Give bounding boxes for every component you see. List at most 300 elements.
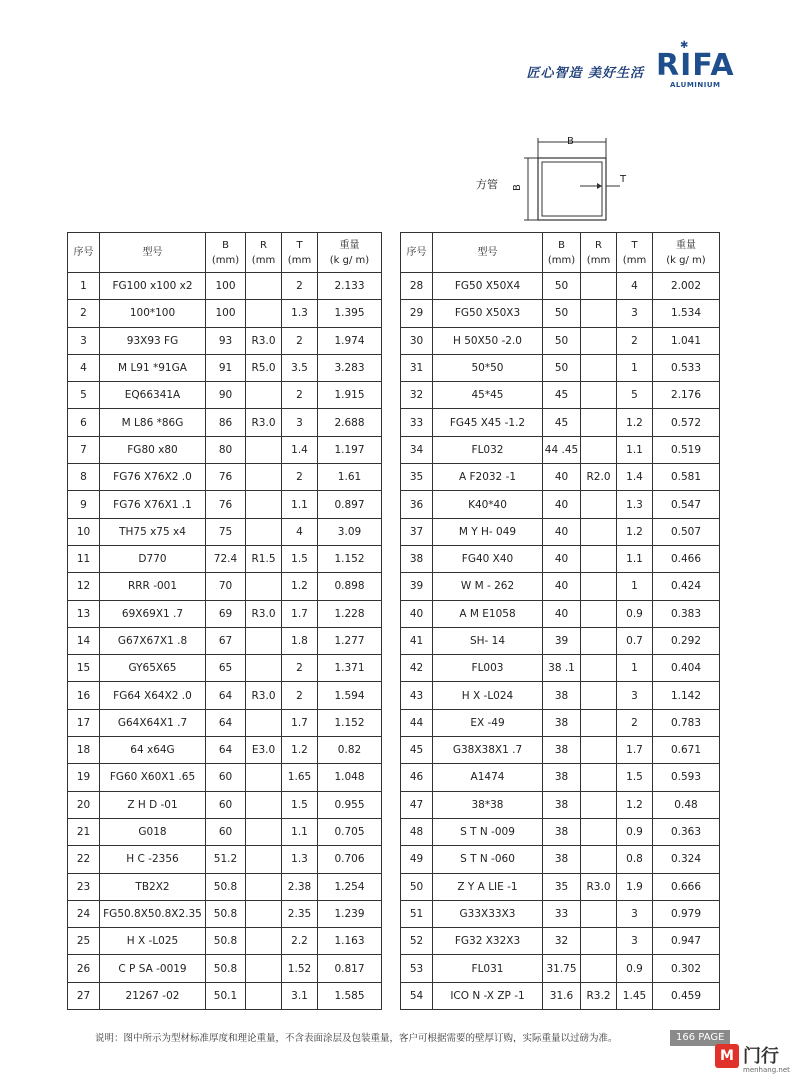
- cell-r: R1.5: [246, 545, 282, 572]
- table-row: [401, 382, 720, 409]
- cell-model: EQ66341A: [100, 382, 206, 409]
- cell-r: E3.0: [246, 737, 282, 764]
- cell-t: 1.8: [282, 627, 318, 654]
- cell-weight: 0.547: [653, 491, 720, 518]
- cell-model: FL032: [433, 436, 543, 463]
- table-row: [401, 464, 720, 491]
- cell-weight: 2.688: [318, 409, 382, 436]
- cell-seq: 14: [68, 627, 100, 654]
- cell-weight: 1.371: [318, 655, 382, 682]
- cell-b: 40: [543, 464, 581, 491]
- cell-model: 93X93 FG: [100, 327, 206, 354]
- table-row: [68, 573, 382, 600]
- table-row: [401, 300, 720, 327]
- cell-model: SH- 14: [433, 627, 543, 654]
- cell-t: 1.1: [617, 545, 653, 572]
- cell-model: FG50 X50X4: [433, 273, 543, 300]
- table-row: [68, 518, 382, 545]
- cell-r: [246, 982, 282, 1009]
- cell-weight: 0.383: [653, 600, 720, 627]
- cell-b: 38: [543, 846, 581, 873]
- cell-r: [581, 791, 617, 818]
- cell-r: [581, 900, 617, 927]
- cell-b: 76: [206, 464, 246, 491]
- cell-model: 21267 -02: [100, 982, 206, 1009]
- cell-seq: 36: [401, 491, 433, 518]
- cell-model: M L91 *91GA: [100, 354, 206, 381]
- cell-t: 1.2: [282, 573, 318, 600]
- col-seq: 序号: [68, 233, 100, 273]
- cell-weight: 0.459: [653, 982, 720, 1009]
- table-row: [68, 545, 382, 572]
- table-row: [68, 900, 382, 927]
- cell-r: [581, 655, 617, 682]
- cell-weight: 0.324: [653, 846, 720, 873]
- cell-r: [246, 873, 282, 900]
- cell-model: FL003: [433, 655, 543, 682]
- cell-seq: 7: [68, 436, 100, 463]
- cell-b: 60: [206, 764, 246, 791]
- cell-b: 50: [543, 273, 581, 300]
- cell-seq: 29: [401, 300, 433, 327]
- table-row: [401, 436, 720, 463]
- cell-seq: 8: [68, 464, 100, 491]
- rifa-logo: [656, 40, 736, 92]
- cell-t: 1: [617, 354, 653, 381]
- cell-r: [581, 846, 617, 873]
- site-watermark: [715, 1042, 795, 1076]
- cell-seq: 45: [401, 737, 433, 764]
- cell-model: S T N -060: [433, 846, 543, 873]
- cell-r: [581, 682, 617, 709]
- cell-model: EX -49: [433, 709, 543, 736]
- cell-r: [246, 955, 282, 982]
- col-model: 型号: [100, 233, 206, 273]
- cell-model: FL031: [433, 955, 543, 982]
- table-row: [68, 491, 382, 518]
- table-row: [401, 491, 720, 518]
- table-row: [68, 709, 382, 736]
- cell-weight: 1.048: [318, 764, 382, 791]
- brand-header: [526, 40, 736, 94]
- cell-t: 1.4: [617, 464, 653, 491]
- cell-weight: 0.466: [653, 545, 720, 572]
- cell-t: 1.5: [617, 764, 653, 791]
- cell-b: 35: [543, 873, 581, 900]
- cell-weight: 0.572: [653, 409, 720, 436]
- table-row: [401, 682, 720, 709]
- cell-weight: 1.61: [318, 464, 382, 491]
- col-b: B (mm): [543, 233, 581, 273]
- col-model: 型号: [433, 233, 543, 273]
- cell-r: [246, 491, 282, 518]
- cell-weight: 0.519: [653, 436, 720, 463]
- cell-b: 50.8: [206, 900, 246, 927]
- cell-model: W M - 262: [433, 573, 543, 600]
- col-seq: 序号: [401, 233, 433, 273]
- cell-t: 3: [617, 682, 653, 709]
- col-t: T (mm: [282, 233, 318, 273]
- cell-t: 3: [617, 928, 653, 955]
- cell-t: 1.1: [282, 491, 318, 518]
- cell-r: [246, 764, 282, 791]
- cell-b: 50: [543, 327, 581, 354]
- cell-seq: 43: [401, 682, 433, 709]
- cell-seq: 24: [68, 900, 100, 927]
- logo-star-icon: ✱: [680, 40, 689, 51]
- cell-model: 100*100: [100, 300, 206, 327]
- cell-b: 31.75: [543, 955, 581, 982]
- cell-t: 0.8: [617, 846, 653, 873]
- cell-r: [581, 409, 617, 436]
- cell-b: 60: [206, 791, 246, 818]
- cell-weight: 1.395: [318, 300, 382, 327]
- table-row: [401, 818, 720, 845]
- col-r: R (mm: [581, 233, 617, 273]
- cell-model: TH75 x75 x4: [100, 518, 206, 545]
- table-row: [68, 600, 382, 627]
- cell-b: 40: [543, 600, 581, 627]
- table-row: [401, 627, 720, 654]
- cell-r: [246, 818, 282, 845]
- cell-b: 33: [543, 900, 581, 927]
- cell-weight: 0.666: [653, 873, 720, 900]
- cell-model: TB2X2: [100, 873, 206, 900]
- cell-t: 2.2: [282, 928, 318, 955]
- cell-model: G64X64X1 .7: [100, 709, 206, 736]
- cell-b: 64: [206, 737, 246, 764]
- cell-model: S T N -009: [433, 818, 543, 845]
- cell-seq: 27: [68, 982, 100, 1009]
- spec-table-right: [400, 232, 720, 1010]
- menhang-logo-icon: M: [715, 1044, 739, 1068]
- cell-r: R3.0: [246, 327, 282, 354]
- cell-t: 4: [617, 273, 653, 300]
- cell-weight: 0.533: [653, 354, 720, 381]
- cell-r: [581, 518, 617, 545]
- cell-t: 2: [282, 682, 318, 709]
- cell-t: 2: [282, 382, 318, 409]
- cell-t: 3.1: [282, 982, 318, 1009]
- cell-seq: 28: [401, 273, 433, 300]
- cell-seq: 25: [68, 928, 100, 955]
- cell-seq: 49: [401, 846, 433, 873]
- table-row: [68, 327, 382, 354]
- cell-r: R3.0: [246, 682, 282, 709]
- cell-t: 1.3: [617, 491, 653, 518]
- table-header-row: [68, 233, 382, 273]
- cell-r: [581, 354, 617, 381]
- cell-r: [246, 928, 282, 955]
- cell-weight: 0.404: [653, 655, 720, 682]
- table-row: [401, 955, 720, 982]
- cell-b: 93: [206, 327, 246, 354]
- cell-seq: 33: [401, 409, 433, 436]
- cell-r: [581, 573, 617, 600]
- table-row: [68, 409, 382, 436]
- cell-seq: 44: [401, 709, 433, 736]
- cell-b: 40: [543, 545, 581, 572]
- cell-b: 50: [543, 354, 581, 381]
- cell-r: [581, 436, 617, 463]
- cell-model: H 50X50 -2.0: [433, 327, 543, 354]
- cell-t: 5: [617, 382, 653, 409]
- cell-weight: 1.594: [318, 682, 382, 709]
- cell-r: [581, 600, 617, 627]
- cell-seq: 16: [68, 682, 100, 709]
- cell-r: [581, 300, 617, 327]
- cell-r: [246, 709, 282, 736]
- cell-model: G38X38X1 .7: [433, 737, 543, 764]
- cell-b: 72.4: [206, 545, 246, 572]
- diagram-label: 方管: [476, 178, 498, 191]
- cell-b: 50.8: [206, 873, 246, 900]
- cell-t: 1.7: [282, 600, 318, 627]
- table-row: [68, 791, 382, 818]
- cell-b: 38: [543, 818, 581, 845]
- col-t: T (mm: [617, 233, 653, 273]
- cell-model: A F2032 -1: [433, 464, 543, 491]
- cell-t: 1.7: [282, 709, 318, 736]
- cell-b: 90: [206, 382, 246, 409]
- cell-r: [246, 382, 282, 409]
- cell-model: C P SA -0019: [100, 955, 206, 982]
- cell-weight: 1.974: [318, 327, 382, 354]
- cell-b: 40: [543, 518, 581, 545]
- cell-seq: 48: [401, 818, 433, 845]
- cell-r: [246, 627, 282, 654]
- cell-weight: 0.898: [318, 573, 382, 600]
- cell-b: 76: [206, 491, 246, 518]
- cell-t: 0.7: [617, 627, 653, 654]
- table-row: [401, 764, 720, 791]
- col-b: B (mm): [206, 233, 246, 273]
- cell-b: 38: [543, 682, 581, 709]
- cell-model: ICO N -X ZP -1: [433, 982, 543, 1009]
- cell-r: R3.0: [246, 600, 282, 627]
- table-row: [401, 273, 720, 300]
- table-row: [401, 791, 720, 818]
- cell-t: 1.2: [282, 737, 318, 764]
- cell-seq: 32: [401, 382, 433, 409]
- cell-seq: 17: [68, 709, 100, 736]
- cell-weight: 1.041: [653, 327, 720, 354]
- cell-t: 1: [617, 655, 653, 682]
- cell-t: 1.2: [617, 791, 653, 818]
- cell-model: FG64 X64X2 .0: [100, 682, 206, 709]
- cell-t: 2: [617, 709, 653, 736]
- cell-t: 4: [282, 518, 318, 545]
- cell-weight: 1.239: [318, 900, 382, 927]
- cell-t: 1.3: [282, 846, 318, 873]
- cell-seq: 20: [68, 791, 100, 818]
- table-row: [401, 327, 720, 354]
- cell-r: [581, 709, 617, 736]
- cell-weight: 0.424: [653, 573, 720, 600]
- cell-seq: 12: [68, 573, 100, 600]
- cell-weight: 0.671: [653, 737, 720, 764]
- table-row: [401, 354, 720, 381]
- cell-r: [581, 928, 617, 955]
- cell-weight: 1.915: [318, 382, 382, 409]
- cell-seq: 34: [401, 436, 433, 463]
- table-row: [68, 436, 382, 463]
- cell-b: 60: [206, 818, 246, 845]
- cell-seq: 4: [68, 354, 100, 381]
- cell-seq: 53: [401, 955, 433, 982]
- cell-b: 100: [206, 300, 246, 327]
- cell-seq: 52: [401, 928, 433, 955]
- footnote: 说明：图中所示为型材标准厚度和理论重量，不含表面涂层及包装重量，客户可根据需要的壁厚订购，实际重量以过磅为准。: [95, 1033, 618, 1044]
- cell-weight: 0.817: [318, 955, 382, 982]
- cell-model: A1474: [433, 764, 543, 791]
- cell-model: 64 x64G: [100, 737, 206, 764]
- cell-seq: 42: [401, 655, 433, 682]
- cell-weight: 1.152: [318, 545, 382, 572]
- table-row: [68, 737, 382, 764]
- cell-seq: 3: [68, 327, 100, 354]
- brand-slogan: 匠心智造 美好生活: [526, 65, 644, 81]
- cell-r: [246, 655, 282, 682]
- table-row: [401, 846, 720, 873]
- cell-t: 1.2: [617, 409, 653, 436]
- cell-weight: 3.09: [318, 518, 382, 545]
- cell-weight: 1.197: [318, 436, 382, 463]
- cell-t: 1.65: [282, 764, 318, 791]
- cell-b: 38 .1: [543, 655, 581, 682]
- cell-weight: 1.142: [653, 682, 720, 709]
- cell-seq: 38: [401, 545, 433, 572]
- table-row: [401, 900, 720, 927]
- cell-seq: 19: [68, 764, 100, 791]
- cell-seq: 41: [401, 627, 433, 654]
- cell-weight: 0.897: [318, 491, 382, 518]
- cell-weight: 0.48: [653, 791, 720, 818]
- cell-t: 1.3: [282, 300, 318, 327]
- cell-weight: 2.176: [653, 382, 720, 409]
- cell-t: 2: [282, 327, 318, 354]
- cell-b: 32: [543, 928, 581, 955]
- table-row: [68, 873, 382, 900]
- cell-r: [246, 518, 282, 545]
- cell-seq: 18: [68, 737, 100, 764]
- cell-r: [246, 573, 282, 600]
- cell-seq: 22: [68, 846, 100, 873]
- cell-weight: 2.133: [318, 273, 382, 300]
- cell-model: FG50.8X50.8X2.35: [100, 900, 206, 927]
- cell-b: 50: [543, 300, 581, 327]
- cell-b: 50.8: [206, 955, 246, 982]
- logo-subtitle: ALUMINIUM: [670, 81, 721, 89]
- table-header-row: [401, 233, 720, 273]
- cell-model: FG76 X76X2 .0: [100, 464, 206, 491]
- cell-seq: 40: [401, 600, 433, 627]
- cell-r: [246, 464, 282, 491]
- square-tube-diagram: [470, 128, 650, 228]
- cell-t: 0.9: [617, 600, 653, 627]
- cell-r: [246, 791, 282, 818]
- cell-seq: 13: [68, 600, 100, 627]
- cell-b: 51.2: [206, 846, 246, 873]
- table-row: [401, 737, 720, 764]
- cell-weight: 1.152: [318, 709, 382, 736]
- cell-r: R3.2: [581, 982, 617, 1009]
- table-row: [401, 518, 720, 545]
- cell-weight: 0.363: [653, 818, 720, 845]
- cell-b: 75: [206, 518, 246, 545]
- cell-model: 50*50: [433, 354, 543, 381]
- cell-model: G018: [100, 818, 206, 845]
- cell-weight: 0.302: [653, 955, 720, 982]
- cell-r: [581, 382, 617, 409]
- cell-r: [581, 327, 617, 354]
- cell-model: GY65X65: [100, 655, 206, 682]
- cell-model: D770: [100, 545, 206, 572]
- cell-r: [581, 627, 617, 654]
- cell-r: [246, 846, 282, 873]
- cell-t: 3.5: [282, 354, 318, 381]
- table-row: [68, 846, 382, 873]
- cell-t: 1.1: [282, 818, 318, 845]
- cell-b: 91: [206, 354, 246, 381]
- cell-seq: 26: [68, 955, 100, 982]
- cell-b: 50.8: [206, 928, 246, 955]
- cell-r: [581, 955, 617, 982]
- table-row: [68, 382, 382, 409]
- cell-t: 3: [617, 300, 653, 327]
- cell-model: FG100 x100 x2: [100, 273, 206, 300]
- table-row: [401, 573, 720, 600]
- cell-t: 1.52: [282, 955, 318, 982]
- cell-seq: 9: [68, 491, 100, 518]
- table-row: [68, 655, 382, 682]
- cell-b: 100: [206, 273, 246, 300]
- cell-b: 40: [543, 573, 581, 600]
- cell-model: FG32 X32X3: [433, 928, 543, 955]
- cell-t: 1.45: [617, 982, 653, 1009]
- dim-b-side-label: B: [511, 184, 523, 191]
- cell-b: 65: [206, 655, 246, 682]
- cell-r: [246, 273, 282, 300]
- cell-seq: 30: [401, 327, 433, 354]
- cell-weight: 1.585: [318, 982, 382, 1009]
- cell-weight: 3.283: [318, 354, 382, 381]
- table-row: [68, 764, 382, 791]
- cell-seq: 37: [401, 518, 433, 545]
- col-weight: 重量 (k g/ m): [653, 233, 720, 273]
- cell-b: 40: [543, 491, 581, 518]
- cell-b: 45: [543, 382, 581, 409]
- table-row: [401, 928, 720, 955]
- cell-b: 38: [543, 764, 581, 791]
- cell-seq: 15: [68, 655, 100, 682]
- cell-t: 1.5: [282, 791, 318, 818]
- dim-b-top-label: B: [567, 136, 574, 147]
- cell-t: 3: [617, 900, 653, 927]
- cell-t: 1.7: [617, 737, 653, 764]
- watermark-text: 门行: [743, 1046, 779, 1067]
- col-r: R (mm: [246, 233, 282, 273]
- cell-t: 2: [617, 327, 653, 354]
- cell-b: 70: [206, 573, 246, 600]
- cell-weight: 2.002: [653, 273, 720, 300]
- cell-weight: 0.706: [318, 846, 382, 873]
- cell-b: 64: [206, 682, 246, 709]
- cell-seq: 31: [401, 354, 433, 381]
- cell-seq: 11: [68, 545, 100, 572]
- cell-weight: 0.292: [653, 627, 720, 654]
- cell-model: FG40 X40: [433, 545, 543, 572]
